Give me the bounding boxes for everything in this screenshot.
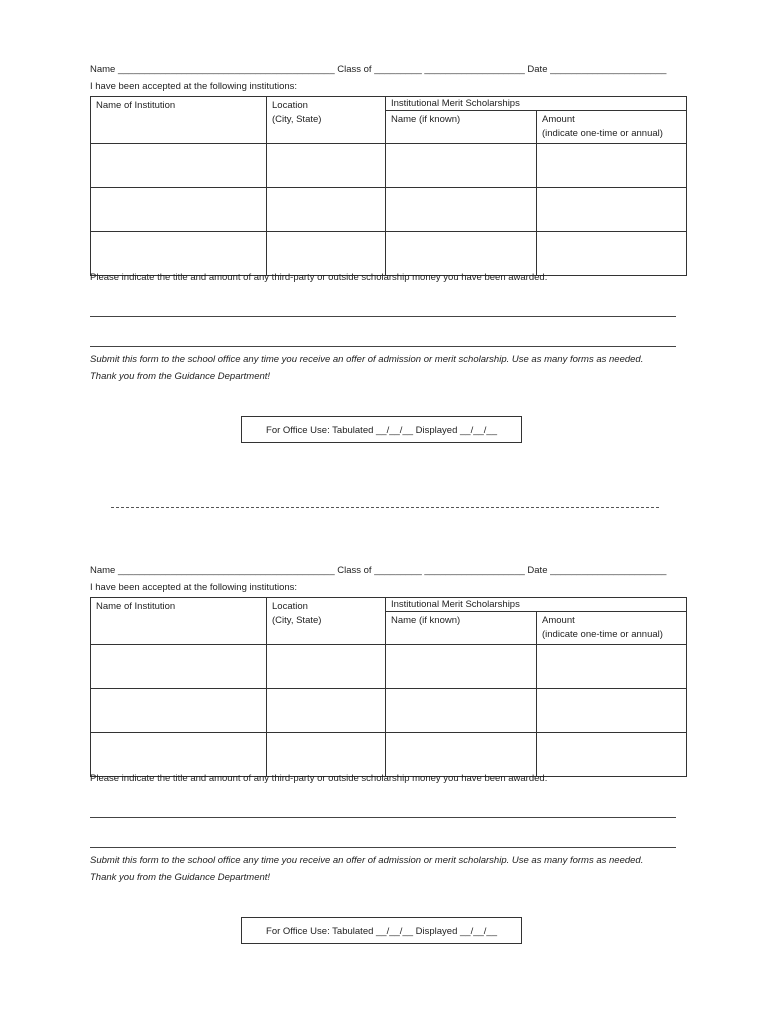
institution-cell[interactable] — [91, 144, 267, 188]
amount-cell[interactable] — [537, 188, 687, 232]
scholarship-name-cell[interactable] — [386, 232, 537, 276]
submit-instructions: Submit this form to the school office any time you receive an offer of admission or merit scholarship. Use as many forms as needed. Thank you from the Guidance Department! — [90, 855, 644, 883]
institutions-table — [90, 96, 687, 276]
header-location: Location (City, State) — [267, 97, 386, 144]
header-amount: Amount (indicate one-time or annual) — [537, 612, 687, 645]
table-row — [91, 232, 687, 276]
amount-cell[interactable] — [537, 689, 687, 733]
header-amount: Amount (indicate one-time or annual) — [537, 111, 687, 144]
location-cell[interactable] — [267, 733, 386, 777]
table-row — [91, 689, 687, 733]
header-scholarship-name: Name (if known) — [386, 111, 537, 144]
institution-cell[interactable] — [91, 188, 267, 232]
table-row — [91, 733, 687, 777]
name-class-date-line[interactable]: Name _________________________________________ Class of _________ ___________________ Date ______________________ — [90, 64, 667, 75]
location-cell[interactable] — [267, 689, 386, 733]
header-scholarship-name: Name (if known) — [386, 612, 537, 645]
location-cell[interactable] — [267, 232, 386, 276]
location-cell[interactable] — [267, 645, 386, 689]
answer-line[interactable] — [90, 847, 676, 848]
scholarship-name-cell[interactable] — [386, 144, 537, 188]
header-institution: Name of Institution — [91, 97, 267, 144]
scholarship-form-1 — [90, 64, 687, 454]
amount-cell[interactable] — [537, 232, 687, 276]
submit-instructions: Submit this form to the school office any time you receive an offer of admission or merit scholarship. Use as many forms as needed. Thank you from the Guidance Department! — [90, 354, 644, 382]
office-use-box: For Office Use: Tabulated __/__/__ Displayed __/__/__ — [241, 416, 522, 443]
header-merit-scholarships: Institutional Merit Scholarships — [386, 598, 687, 612]
answer-line[interactable] — [90, 817, 676, 818]
institution-cell[interactable] — [91, 645, 267, 689]
header-location: Location (City, State) — [267, 598, 386, 645]
accepted-institutions-label: I have been accepted at the following institutions: — [90, 582, 298, 593]
header-institution: Name of Institution — [91, 598, 267, 645]
institution-cell[interactable] — [91, 232, 267, 276]
third-party-scholarship-prompt: Please indicate the title and amount of any third-party or outside scholarship money you have been awarded. — [90, 773, 548, 784]
answer-line[interactable] — [90, 346, 676, 347]
scholarship-name-cell[interactable] — [386, 645, 537, 689]
location-cell[interactable] — [267, 144, 386, 188]
accepted-institutions-label: I have been accepted at the following institutions: — [90, 81, 298, 92]
amount-cell[interactable] — [537, 645, 687, 689]
header-merit-scholarships: Institutional Merit Scholarships — [386, 97, 687, 111]
table-row — [91, 144, 687, 188]
amount-cell[interactable] — [537, 144, 687, 188]
institutions-table — [90, 597, 687, 777]
name-class-date-line[interactable]: Name _________________________________________ Class of _________ ___________________ Date ______________________ — [90, 565, 667, 576]
cut-line-divider — [111, 507, 659, 508]
answer-line[interactable] — [90, 316, 676, 317]
institution-cell[interactable] — [91, 689, 267, 733]
scholarship-name-cell[interactable] — [386, 188, 537, 232]
table-row — [91, 645, 687, 689]
third-party-scholarship-prompt: Please indicate the title and amount of any third-party or outside scholarship money you have been awarded. — [90, 272, 548, 283]
scholarship-name-cell[interactable] — [386, 689, 537, 733]
office-use-box: For Office Use: Tabulated __/__/__ Displayed __/__/__ — [241, 917, 522, 944]
amount-cell[interactable] — [537, 733, 687, 777]
scholarship-form-2 — [90, 565, 687, 955]
institution-cell[interactable] — [91, 733, 267, 777]
location-cell[interactable] — [267, 188, 386, 232]
scholarship-name-cell[interactable] — [386, 733, 537, 777]
table-row — [91, 188, 687, 232]
